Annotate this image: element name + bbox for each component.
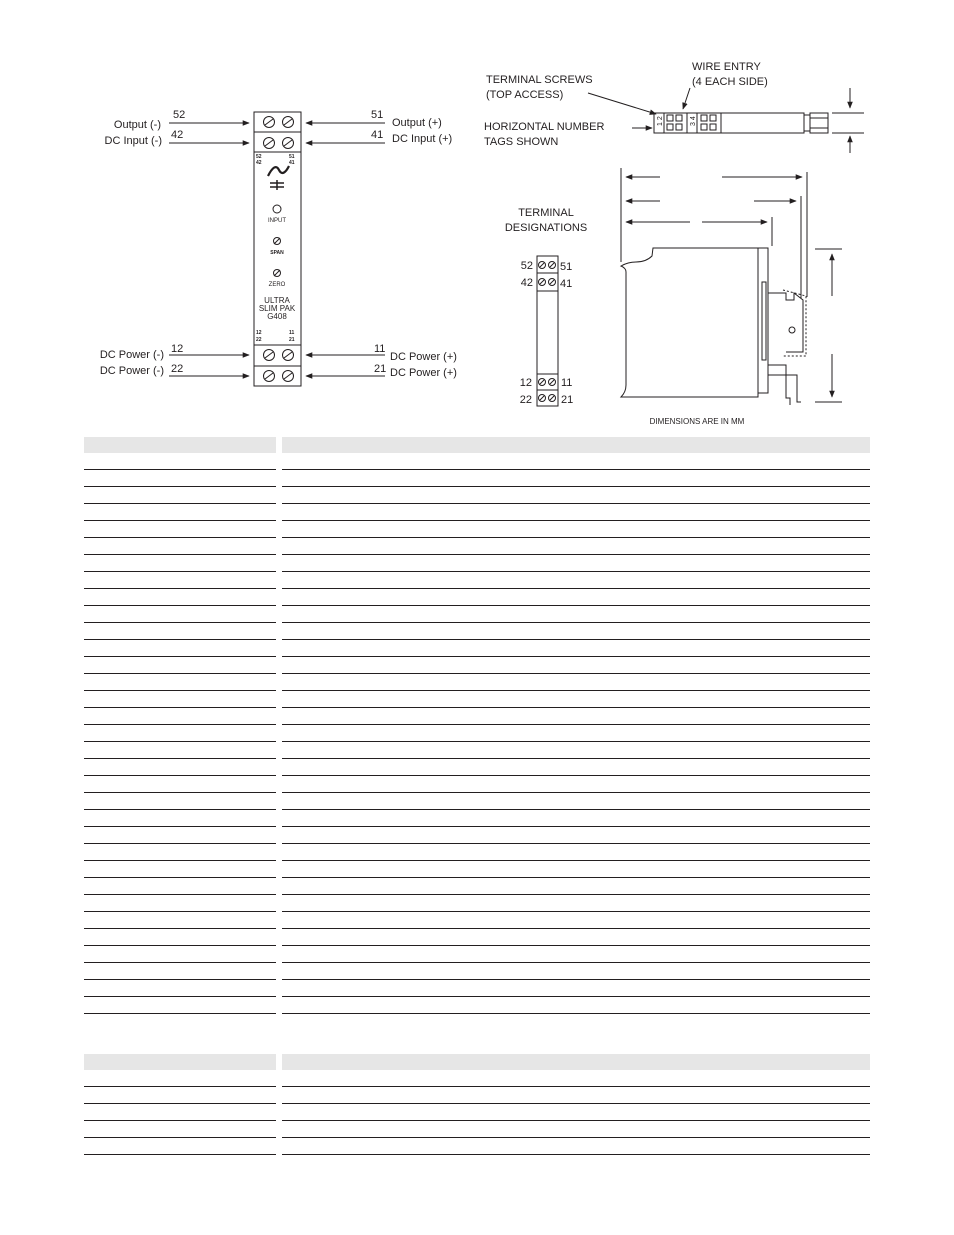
table-cell <box>84 487 276 504</box>
terminal-designations-title-2: DESIGNATIONS <box>504 222 588 234</box>
face-number-52: 52 <box>256 154 262 160</box>
dc-input-pos-label: DC Input (+) <box>392 133 453 145</box>
table-cell <box>282 521 870 538</box>
table-cell <box>84 691 276 708</box>
table-cell <box>84 963 276 980</box>
table-row <box>84 606 870 623</box>
table-cell <box>282 640 870 657</box>
table-row <box>84 1121 870 1138</box>
table-row <box>84 657 870 674</box>
dc-power-neg-2-terminal: 22 <box>171 363 184 375</box>
table-cell <box>84 810 276 827</box>
table-cell <box>282 793 870 810</box>
header-cell <box>84 437 276 453</box>
face-number-12: 12 <box>256 330 262 336</box>
table-row <box>84 1104 870 1121</box>
table-cell <box>282 453 870 470</box>
face-number-21: 21 <box>289 337 295 343</box>
terminal-screws-label-2: (TOP ACCESS) <box>486 89 564 101</box>
table-row <box>84 963 870 980</box>
wire-entry-label-2: (4 EACH SIDE) <box>692 76 768 88</box>
table-cell <box>84 555 276 572</box>
span-label: SPAN <box>270 250 284 256</box>
dimension-lines <box>621 168 842 402</box>
table-cell <box>282 708 870 725</box>
table-row <box>84 912 870 929</box>
table-row <box>84 504 870 521</box>
table-cell <box>84 793 276 810</box>
table-cell <box>84 708 276 725</box>
designation-12: 12 <box>519 377 532 389</box>
table-cell <box>84 844 276 861</box>
table-cell <box>84 640 276 657</box>
input-led-label: INPUT <box>268 218 286 224</box>
header-cell <box>282 1054 870 1070</box>
terminal-designations-title-1: TERMINAL <box>518 207 574 219</box>
table-cell <box>84 997 276 1014</box>
table-row <box>84 555 870 572</box>
table-cell <box>282 487 870 504</box>
table-row <box>84 980 870 997</box>
terminal-designations-drawing <box>537 256 558 406</box>
dc-input-pos-terminal: 41 <box>371 129 384 141</box>
module-top-view <box>654 113 828 133</box>
number-tags-label-1: HORIZONTAL NUMBER <box>484 121 605 133</box>
table-row <box>84 708 870 725</box>
table-row <box>84 1070 870 1087</box>
top-view-leaders <box>588 88 864 153</box>
face-number-11: 11 <box>289 330 295 336</box>
designation-11: 11 <box>561 377 573 389</box>
table-cell <box>282 980 870 997</box>
table-row <box>84 946 870 963</box>
designation-51: 51 <box>560 261 573 273</box>
spec-table-1 <box>84 437 870 1014</box>
table-cell <box>282 895 870 912</box>
output-neg-terminal: 52 <box>173 109 186 121</box>
dc-power-pos-2-terminal: 21 <box>374 363 387 375</box>
dc-power-neg-1-terminal: 12 <box>171 343 184 355</box>
table-cell <box>84 946 276 963</box>
table-row <box>84 895 870 912</box>
spec-table-1-header <box>84 437 870 453</box>
header-cell <box>84 1054 276 1070</box>
table-row <box>84 572 870 589</box>
top-tag-1-2: 1 2 <box>657 116 664 126</box>
table-cell <box>282 929 870 946</box>
dc-input-neg-terminal: 42 <box>171 129 184 141</box>
table-cell <box>84 674 276 691</box>
face-number-51: 51 <box>289 154 295 160</box>
table-row <box>84 470 870 487</box>
table-cell <box>282 776 870 793</box>
table-cell <box>84 1087 276 1104</box>
table-row <box>84 759 870 776</box>
table-row <box>84 810 870 827</box>
table-cell <box>84 827 276 844</box>
brand-line-1: ULTRA <box>264 296 290 305</box>
dc-power-neg-2-label: DC Power (-) <box>99 365 164 377</box>
dc-power-pos-1-terminal: 11 <box>374 343 386 355</box>
table-cell <box>84 980 276 997</box>
table-cell <box>282 504 870 521</box>
table-row <box>84 776 870 793</box>
table-cell <box>84 759 276 776</box>
table-cell <box>282 963 870 980</box>
table-cell <box>84 657 276 674</box>
designation-42: 42 <box>520 277 533 289</box>
table-cell <box>84 470 276 487</box>
number-tags-label-2: TAGS SHOWN <box>484 136 559 148</box>
designation-21: 21 <box>561 394 574 406</box>
table-cell <box>282 1104 870 1121</box>
table-cell <box>84 861 276 878</box>
module-side-view <box>621 248 806 405</box>
face-number-41: 41 <box>289 160 295 166</box>
output-pos-terminal: 51 <box>371 109 384 121</box>
dc-power-pos-1-label: DC Power (+) <box>390 351 457 363</box>
header-cell <box>282 437 870 453</box>
table-cell <box>282 861 870 878</box>
table-cell <box>282 572 870 589</box>
table-row <box>84 674 870 691</box>
table-cell <box>84 1121 276 1138</box>
table-cell <box>84 725 276 742</box>
table-row <box>84 691 870 708</box>
wire-entry-label-1: WIRE ENTRY <box>692 61 761 73</box>
table-cell <box>84 453 276 470</box>
table-cell <box>282 997 870 1014</box>
table-row <box>84 861 870 878</box>
table-cell <box>84 589 276 606</box>
dc-power-pos-2-label: DC Power (+) <box>390 367 457 379</box>
table-cell <box>282 674 870 691</box>
spec-table-2 <box>84 1054 870 1155</box>
table-cell <box>282 946 870 963</box>
table-cell <box>84 1138 276 1155</box>
table-cell <box>282 691 870 708</box>
table-row <box>84 742 870 759</box>
table-cell <box>84 1070 276 1087</box>
table-row <box>84 640 870 657</box>
table-row <box>84 878 870 895</box>
designation-22: 22 <box>519 394 532 406</box>
table-row <box>84 521 870 538</box>
table-cell <box>84 742 276 759</box>
table-row <box>84 997 870 1014</box>
table-cell <box>282 1121 870 1138</box>
brand-line-2: SLIM PAK <box>258 304 296 313</box>
brand-line-3: G408 <box>267 312 287 321</box>
terminal-screws-label-1: TERMINAL SCREWS <box>486 74 593 86</box>
table-row <box>84 538 870 555</box>
table-row <box>84 487 870 504</box>
table-row <box>84 929 870 946</box>
table-cell <box>84 929 276 946</box>
output-neg-label: Output (-) <box>113 119 161 131</box>
dimensions-note: DIMENSIONS ARE IN MM <box>649 417 745 426</box>
table-cell <box>282 759 870 776</box>
table-row <box>84 725 870 742</box>
table-row <box>84 623 870 640</box>
table-row <box>84 844 870 861</box>
table-cell <box>84 538 276 555</box>
table-cell <box>282 470 870 487</box>
table-cell <box>282 606 870 623</box>
table-cell <box>282 657 870 674</box>
table-row <box>84 1087 870 1104</box>
face-number-22: 22 <box>256 337 262 343</box>
table-cell <box>282 725 870 742</box>
zero-label: ZERO <box>268 282 286 288</box>
table-row <box>84 793 870 810</box>
designation-52: 52 <box>520 260 533 272</box>
table-row <box>84 827 870 844</box>
table-cell <box>282 844 870 861</box>
table-cell <box>84 606 276 623</box>
table-row <box>84 453 870 470</box>
table-cell <box>282 912 870 929</box>
table-cell <box>282 810 870 827</box>
table-cell <box>84 572 276 589</box>
table-cell <box>84 895 276 912</box>
top-tag-3-4: 3 4 <box>690 116 697 126</box>
face-number-42: 42 <box>256 160 262 166</box>
table-cell <box>282 827 870 844</box>
table-cell <box>84 776 276 793</box>
table-cell <box>84 623 276 640</box>
dc-power-neg-1-label: DC Power (-) <box>99 349 164 361</box>
output-pos-label: Output (+) <box>392 117 442 129</box>
table-cell <box>84 878 276 895</box>
table-cell <box>282 878 870 895</box>
designation-41: 41 <box>560 278 573 290</box>
table-cell <box>84 504 276 521</box>
table-cell <box>282 1070 870 1087</box>
table-cell <box>84 1104 276 1121</box>
table-cell <box>282 1087 870 1104</box>
logo-icon <box>268 166 289 190</box>
table-cell <box>282 1138 870 1155</box>
table-cell <box>282 623 870 640</box>
table-cell <box>84 912 276 929</box>
table-row <box>84 589 870 606</box>
wiring-and-dimension-diagram <box>0 0 954 440</box>
table-cell <box>282 555 870 572</box>
table-cell <box>84 521 276 538</box>
table-cell <box>282 538 870 555</box>
spec-table-2-header <box>84 1054 870 1070</box>
table-row <box>84 1138 870 1155</box>
table-cell <box>282 589 870 606</box>
table-cell <box>282 742 870 759</box>
dc-input-neg-label: DC Input (-) <box>104 135 162 147</box>
